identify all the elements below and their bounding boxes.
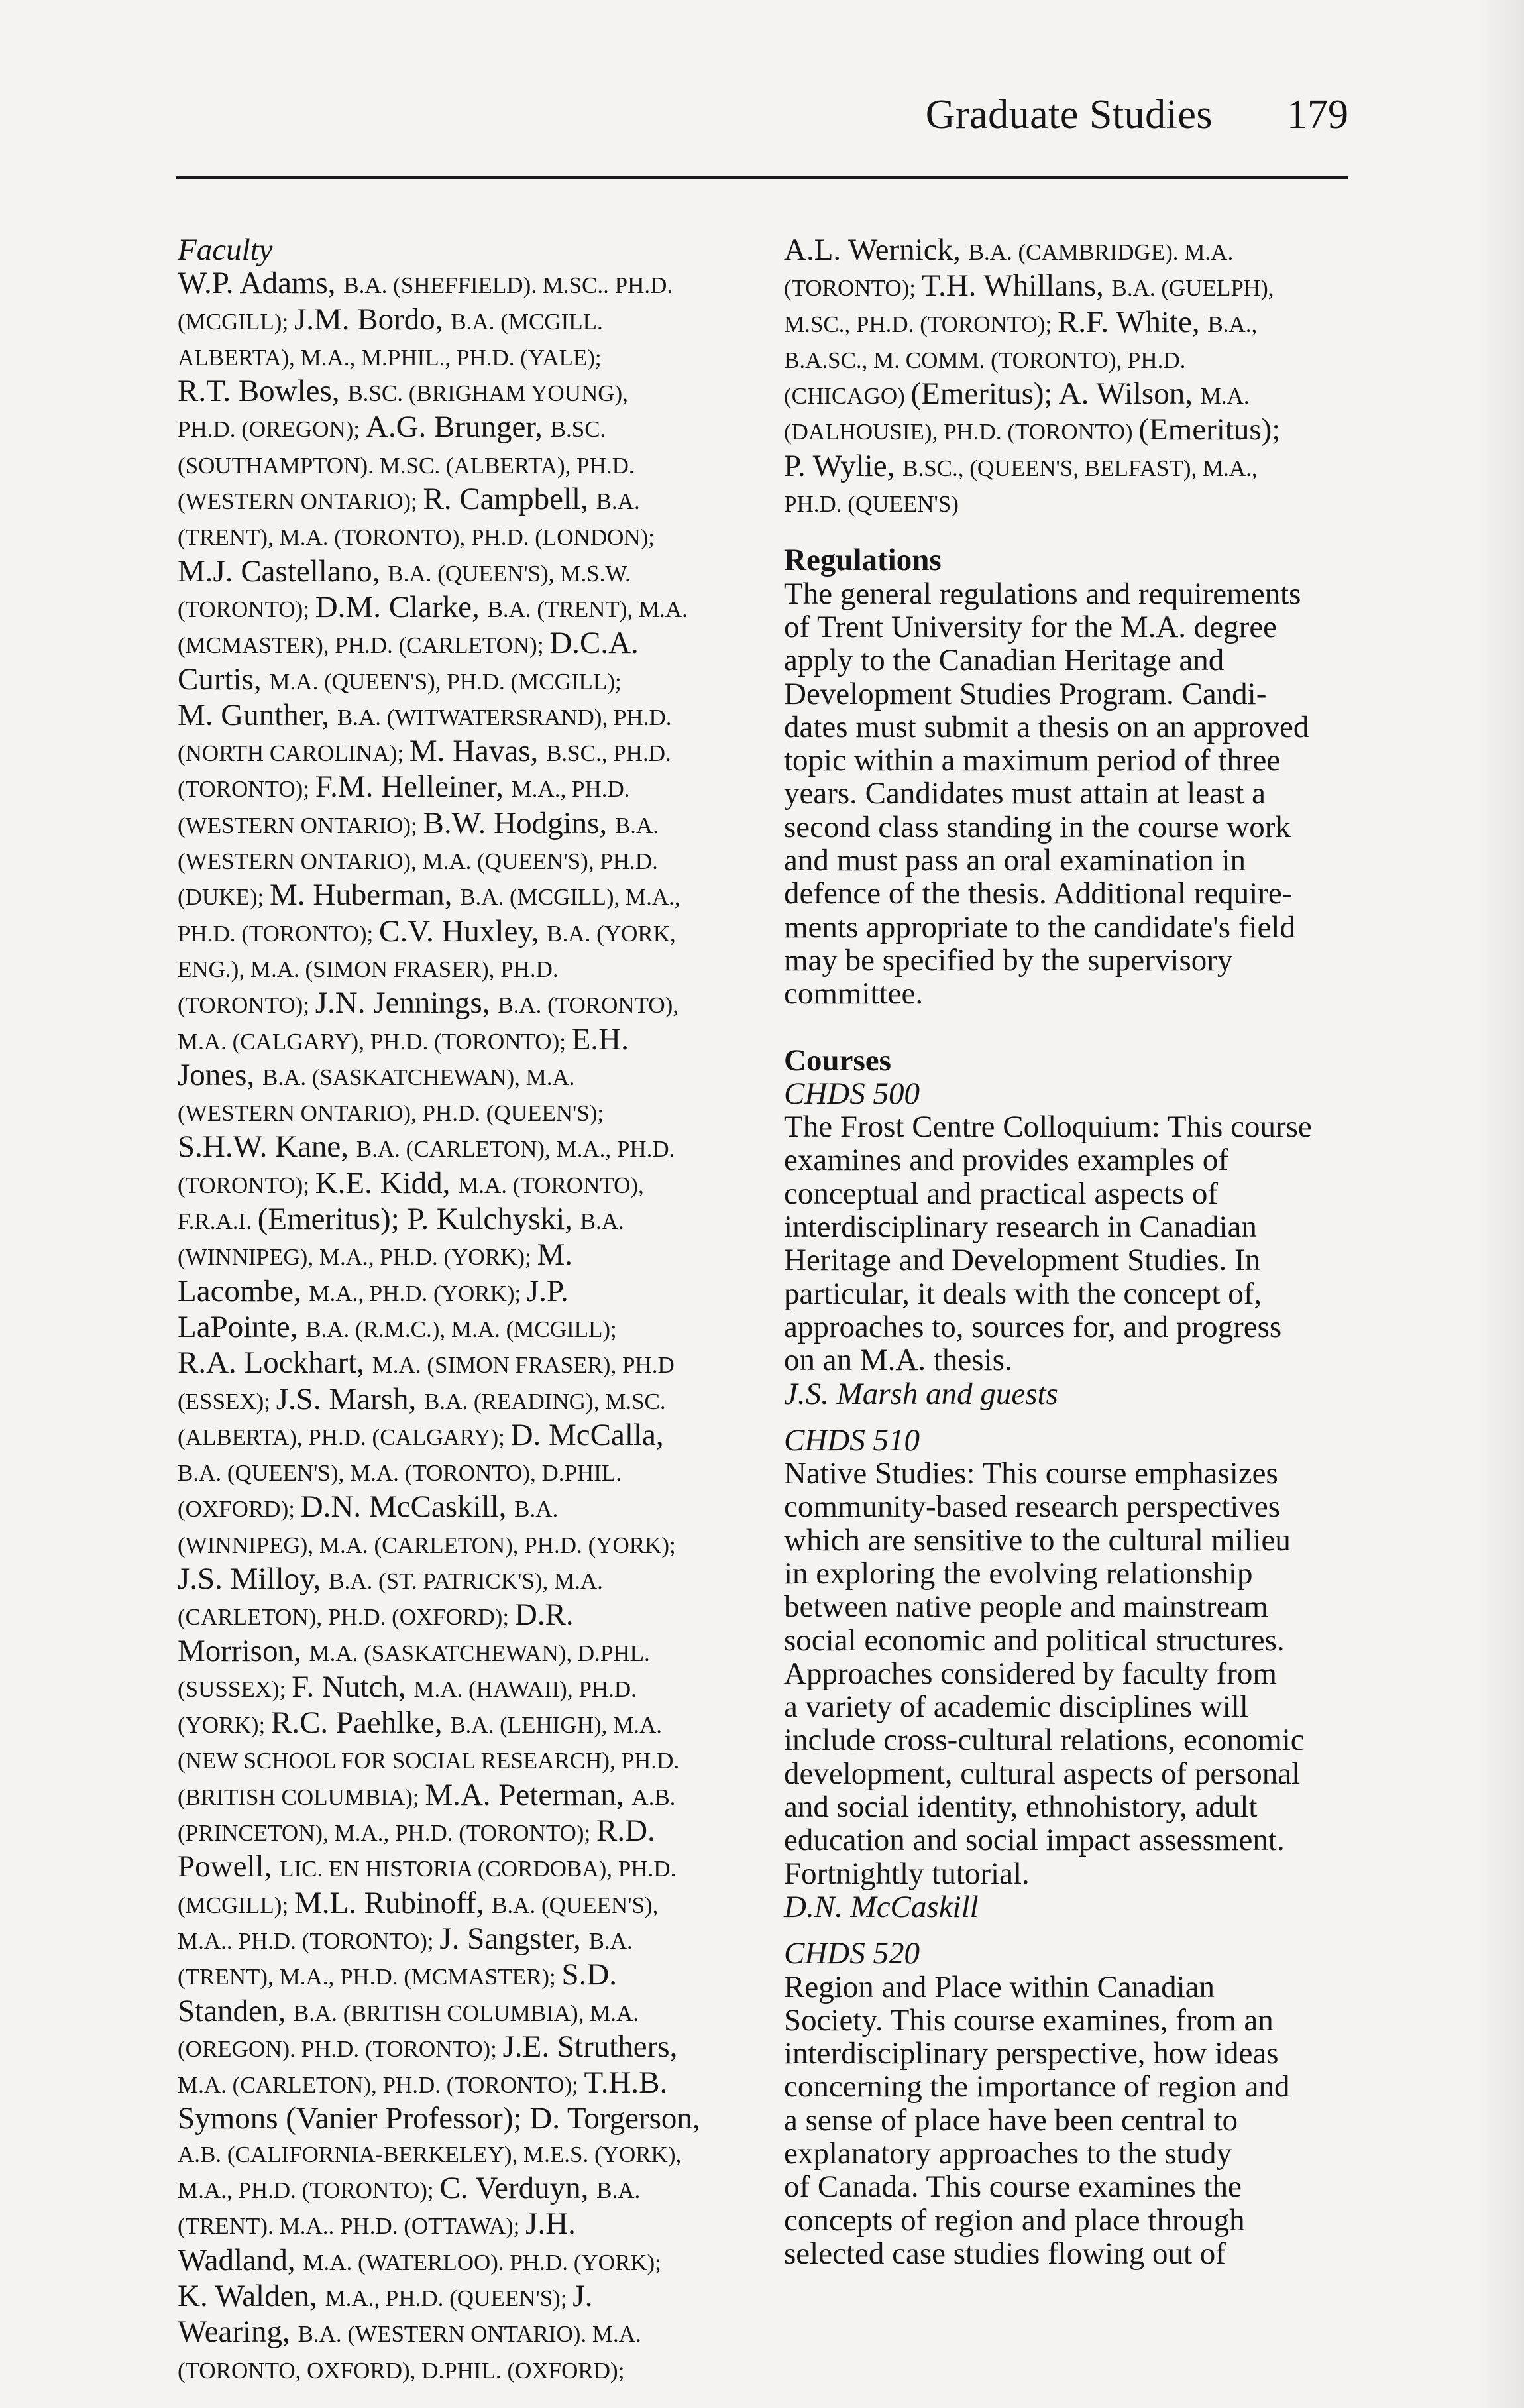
faculty-credentials: (DUKE); <box>178 884 270 911</box>
faculty-line <box>178 1850 747 1886</box>
course-description-line: of Canada. This course examines the <box>784 2169 1242 2205</box>
faculty-name: R.C. Paehlke, <box>270 1705 451 1741</box>
faculty-credentials: M.A., PH.D. (YORK); <box>309 1280 527 1306</box>
faculty-line <box>178 410 747 446</box>
regulations-line: dates must submit a thesis on an approved <box>784 709 1309 744</box>
faculty-credentials: (YORK); <box>178 1712 271 1739</box>
course-description-line: social economic and political structures. <box>784 1623 1285 1658</box>
faculty-credentials: (MCGILL); <box>178 1892 294 1918</box>
course-description-line: education and social impact assessment. <box>784 1823 1285 1858</box>
course-description-line: approaches to, sources for, and progress <box>784 1309 1282 1344</box>
faculty-line <box>784 449 1354 485</box>
faculty-line <box>178 1742 747 1778</box>
course-description-line: conceptual and practical aspects of <box>784 1176 1219 1211</box>
faculty-line <box>178 2352 747 2387</box>
faculty-line <box>178 915 747 950</box>
faculty-name: Lacombe, <box>178 1273 309 1308</box>
faculty-line <box>178 1023 747 1059</box>
faculty-credentials: B.A. (SHEFFIELD). M.SC.. PH.D. <box>343 272 673 299</box>
faculty-credentials: B.A. (CARLETON), M.A., PH.D. <box>356 1136 675 1163</box>
regulations-line: years. Candidates must attain at least a <box>784 776 1266 811</box>
faculty-credentials: B.A. (QUEEN'S), M.S.W. <box>388 560 631 587</box>
faculty-name: Standen, <box>178 1993 294 2028</box>
faculty-line <box>178 1634 747 1670</box>
faculty-credentials: (TORONTO); <box>178 776 315 803</box>
faculty-credentials: B.SC., (QUEEN'S, BELFAST), M.A., <box>902 455 1258 481</box>
faculty-credentials: M.A., PH.D. (TORONTO); <box>178 2177 440 2204</box>
faculty-name: S.D. <box>561 1957 618 1992</box>
faculty-line <box>178 2207 747 2243</box>
faculty-credentials: (WESTERN ONTARIO); <box>178 488 423 515</box>
faculty-line <box>784 485 1354 521</box>
faculty-credentials: (DALHOUSIE), PH.D. (TORONTO) <box>784 419 1139 445</box>
faculty-name: A.L. Wernick, <box>784 233 969 267</box>
faculty-line <box>178 1814 747 1850</box>
faculty-line <box>178 807 747 842</box>
faculty-name: Wadland, <box>178 2242 303 2277</box>
course-description-line: which are sensitive to the cultural milieu <box>784 1522 1291 1558</box>
regulations-line: apply to the Canadian Heritage and <box>784 643 1225 678</box>
faculty-name: M. Gunther, <box>178 697 337 732</box>
faculty-line <box>178 2136 747 2171</box>
faculty-line <box>178 1598 747 1634</box>
faculty-credentials: (MCGILL); <box>178 308 294 335</box>
faculty-credentials: (SOUTHAMPTON). M.SC. (ALBERTA), PH.D. <box>178 452 635 479</box>
regulations-line: of Trent University for the M.A. degree <box>784 609 1278 644</box>
course-description-line: interdisciplinary research in Canadian <box>784 1210 1257 1245</box>
faculty-name: D.M. Clarke, <box>315 589 488 624</box>
faculty-credentials: PH.D. (OREGON); <box>178 416 366 443</box>
faculty-credentials: B.A. <box>614 812 659 838</box>
regulations-line: The general regulations and requirements <box>784 576 1301 611</box>
faculty-line <box>178 1994 747 2030</box>
faculty-line <box>178 447 747 483</box>
faculty-line <box>178 1778 747 1814</box>
faculty-name: M.A. Peterman, <box>425 1777 632 1812</box>
faculty-name: M.J. Castellano, <box>178 553 388 589</box>
faculty-credentials: (OXFORD); <box>178 1496 301 1522</box>
faculty-credentials: B.A. <box>514 1496 559 1522</box>
faculty-credentials: B.A. (CAMBRIDGE). M.A. <box>968 239 1234 265</box>
faculty-line <box>178 1310 747 1346</box>
course-description-line: concepts of region and place through <box>784 2203 1245 2238</box>
faculty-line <box>178 591 747 626</box>
faculty-credentials: A.B. <box>631 1784 676 1810</box>
faculty-name: J. <box>572 2278 593 2313</box>
regulations-line: Development Studies Program. Candi- <box>784 676 1267 711</box>
faculty-name: J.S. Milloy, <box>178 1561 329 1596</box>
course-description-line: include cross-cultural relations, economic <box>784 1723 1305 1758</box>
faculty-credentials: B.A. (GUELPH), <box>1111 275 1274 302</box>
faculty-credentials: B.A. (R.M.C.), M.A. (MCGILL); <box>305 1316 617 1342</box>
faculty-line <box>178 1490 747 1526</box>
faculty-name: T.H.B. <box>584 2065 668 2100</box>
faculty-line <box>784 306 1354 341</box>
faculty-name: Morrison, <box>178 1633 309 1668</box>
faculty-name: D.C.A. <box>549 626 639 661</box>
faculty-name: Jones, <box>178 1057 262 1092</box>
faculty-line <box>178 1275 747 1310</box>
faculty-credentials: (WESTERN ONTARIO), M.A. (QUEEN'S), PH.D. <box>178 848 658 875</box>
course-description-line: interdisciplinary perspective, how ideas <box>784 2036 1279 2071</box>
faculty-name: W.P. Adams, <box>178 266 344 301</box>
faculty-name: Curtis, <box>178 661 270 697</box>
faculty-name: Wearing, <box>178 2315 298 2350</box>
regulations-text <box>784 577 1354 1011</box>
faculty-name: A.G. Brunger, <box>365 410 551 445</box>
faculty-line <box>178 1238 747 1274</box>
faculty-name: R.A. Lockhart, <box>178 1346 372 1381</box>
faculty-line <box>178 1454 747 1490</box>
faculty-credentials: B.A. (TORONTO), <box>498 992 679 1019</box>
faculty-credentials: (TRENT), M.A., PH.D. (MCMASTER); <box>178 1964 562 1990</box>
faculty-credentials: PH.D. (QUEEN'S) <box>784 491 959 518</box>
left-column <box>178 233 747 2387</box>
course-description-line: Approaches considered by faculty from <box>784 1656 1277 1691</box>
faculty-credentials: (SUSSEX); <box>178 1676 292 1702</box>
faculty-credentials: B.A. (MCGILL. <box>451 308 603 335</box>
faculty-name: C.V. Huxley, <box>379 913 547 948</box>
faculty-credentials: ENG.), M.A. (SIMON FRASER), PH.D. <box>178 956 559 982</box>
course-description-line: development, cultural aspects of personal <box>784 1756 1301 1791</box>
faculty-credentials: B.A. (MCGILL), M.A., <box>460 884 680 911</box>
faculty-line <box>784 269 1354 305</box>
faculty-line <box>178 2066 747 2102</box>
faculty-name: Powell, <box>178 1849 280 1884</box>
faculty-line <box>178 1418 747 1454</box>
faculty-credentials: B.A. <box>580 1208 624 1235</box>
faculty-line <box>178 555 747 591</box>
faculty-name: P. Wylie, <box>784 448 903 483</box>
course-description-line: Region and Place within Canadian <box>784 1969 1215 2004</box>
faculty-line <box>178 878 747 914</box>
course-description-line: in exploring the evolving relationship <box>784 1556 1253 1591</box>
faculty-name: Symons (Vanier Professor); D. Torgerson, <box>178 2101 700 2136</box>
faculty-name: K.E. Kidd, <box>315 1165 459 1200</box>
faculty-line <box>178 303 747 339</box>
faculty-line <box>178 1526 747 1562</box>
courses-list <box>784 1077 1354 2270</box>
faculty-credentials: (WESTERN ONTARIO); <box>178 812 423 838</box>
faculty-credentials: B.A.SC., M. COMM. (TORONTO), PH.D. <box>784 347 1186 373</box>
faculty-credentials: (TORONTO); <box>784 275 922 302</box>
faculty-line <box>178 1059 747 1094</box>
faculty-list <box>178 266 747 2387</box>
page-edge-shadow <box>1478 0 1524 2408</box>
faculty-credentials: M.A. (SASKATCHEWAN), D.PHL. <box>309 1640 650 1666</box>
course-description-line: The Frost Centre Colloquium: This course <box>784 1110 1312 1145</box>
faculty-line <box>178 699 747 734</box>
faculty-credentials: M.A. <box>1200 383 1250 410</box>
faculty-name: R. Campbell, <box>423 482 596 517</box>
course-description-line: community-based research perspectives <box>784 1489 1281 1524</box>
faculty-credentials: M.A.. PH.D. (TORONTO); <box>178 1927 440 1954</box>
faculty-credentials: B.A. (YORK, <box>547 920 676 946</box>
page-number: 179 <box>1287 92 1348 137</box>
course-description-line: concerning the importance of region and <box>784 2069 1290 2104</box>
faculty-credentials: (OREGON). PH.D. (TORONTO); <box>178 2035 503 2062</box>
faculty-line <box>784 413 1354 449</box>
faculty-line <box>178 1202 747 1238</box>
faculty-credentials: B.A. (WESTERN ONTARIO). M.A. <box>298 2321 641 2348</box>
regulations-line: committee. <box>784 976 924 1011</box>
faculty-credentials: M.A. (QUEEN'S), PH.D. (MCGILL); <box>269 668 622 695</box>
faculty-credentials: M.A. (SIMON FRASER), PH.D <box>372 1352 675 1379</box>
faculty-line <box>178 734 747 770</box>
faculty-credentials: B.A. <box>588 1927 633 1954</box>
faculty-line <box>178 2102 747 2135</box>
faculty-line <box>178 2279 747 2315</box>
course-instructor: D.N. McCaskill <box>784 1889 979 1924</box>
faculty-name: E.H. <box>571 1021 629 1057</box>
faculty-line <box>178 950 747 986</box>
faculty-line <box>178 1958 747 1994</box>
faculty-line <box>784 341 1354 377</box>
course-instructor: J.S. Marsh and guests <box>784 1376 1058 1411</box>
course-description-line: Fortnightly tutorial. <box>784 1856 1030 1891</box>
faculty-credentials: (MCMASTER), PH.D. (CARLETON); <box>178 632 550 659</box>
faculty-credentials: (TORONTO); <box>178 596 315 622</box>
regulations-line: and must pass an oral examination in <box>784 843 1246 878</box>
faculty-credentials: B.A. (QUEEN'S), M.A. (TORONTO), D.PHIL. <box>178 1460 622 1487</box>
faculty-credentials: B.A. (WITWATERSRAND), PH.D. <box>337 704 672 730</box>
right-column <box>784 233 1354 2270</box>
faculty-credentials: M.A., PH.D. (QUEEN'S); <box>325 2285 573 2311</box>
faculty-credentials: (TORONTO); <box>178 1172 315 1198</box>
faculty-name: K. Walden, <box>178 2278 325 2313</box>
course-description-line: a variety of academic disciplines will <box>784 1690 1248 1725</box>
faculty-line <box>178 626 747 662</box>
faculty-credentials: (TORONTO); <box>178 992 315 1019</box>
faculty-line <box>178 1706 747 1742</box>
faculty-credentials: B.SC. <box>550 416 606 443</box>
faculty-line <box>178 374 747 410</box>
faculty-credentials: B.A. (BRITISH COLUMBIA), M.A. <box>293 2000 639 2026</box>
faculty-credentials: (NEW SCHOOL FOR SOCIAL RESEARCH), PH.D. <box>178 1748 680 1774</box>
faculty-credentials: B.A. <box>596 488 640 515</box>
faculty-line <box>178 842 747 878</box>
regulations-line: topic within a maximum period of three <box>784 743 1281 778</box>
faculty-line <box>178 2315 747 2351</box>
faculty-credentials: (TORONTO, OXFORD), D.PHIL. (OXFORD); <box>178 2357 625 2383</box>
regulations-line: ments appropriate to the candidate's field <box>784 909 1295 945</box>
faculty-credentials: LIC. EN HISTORIA (CORDOBA), PH.D. <box>280 1856 677 1882</box>
faculty-name: M. <box>537 1237 572 1273</box>
course-description-line: Native Studies: This course emphasizes <box>784 1456 1278 1491</box>
faculty-line <box>178 770 747 806</box>
faculty-line <box>178 2244 747 2279</box>
regulations-heading: Regulations <box>784 543 942 578</box>
faculty-credentials: (WESTERN ONTARIO), PH.D. (QUEEN'S); <box>178 1100 604 1127</box>
faculty-name: (Emeritus); P. Kulchyski, <box>257 1202 580 1237</box>
faculty-credentials: B.A. (ST. PATRICK'S), M.A. <box>329 1568 603 1594</box>
course-description-line: and social identity, ethnohistory, adult <box>784 1790 1258 1825</box>
faculty-line <box>784 377 1354 413</box>
faculty-credentials: M.A. (WATERLOO). PH.D. (YORK); <box>303 2249 661 2275</box>
faculty-credentials: (PRINCETON), M.A., PH.D. (TORONTO); <box>178 1820 596 1847</box>
faculty-line <box>784 233 1354 269</box>
faculty-credentials: M.A., PH.D. <box>511 776 630 803</box>
faculty-name: F.M. Helleiner, <box>315 770 512 805</box>
faculty-name: M. Huberman, <box>270 878 461 913</box>
faculty-name: (Emeritus); A. Wilson, <box>910 376 1201 412</box>
faculty-credentials: (ALBERTA), PH.D. (CALGARY); <box>178 1424 511 1450</box>
faculty-credentials: B.A. <box>596 2177 641 2204</box>
faculty-heading: Faculty <box>178 233 273 267</box>
faculty-name: J.M. Bordo, <box>294 302 451 337</box>
faculty-name: J.E. Struthers, <box>502 2029 678 2064</box>
faculty-name: M.L. Rubinoff, <box>294 1885 492 1920</box>
faculty-name: B.W. Hodgins, <box>423 805 615 840</box>
regulations-line: second class standing in the course work <box>784 809 1291 844</box>
faculty-line <box>178 1562 747 1598</box>
faculty-name: D.N. McCaskill, <box>300 1489 515 1524</box>
faculty-credentials: B.A. (QUEEN'S), <box>492 1892 659 1918</box>
faculty-credentials: B.SC. (BRIGHAM YOUNG), <box>347 380 628 407</box>
faculty-credentials: B.SC., PH.D. <box>546 740 671 767</box>
faculty-name: R.F. White, <box>1057 304 1208 339</box>
faculty-credentials: B.A. (LEHIGH), M.A. <box>450 1712 663 1739</box>
faculty-line <box>178 2030 747 2066</box>
faculty-line <box>178 663 747 699</box>
faculty-line <box>178 1383 747 1418</box>
course-description-line: examines and provides examples of <box>784 1143 1228 1178</box>
course-description-line: on an M.A. thesis. <box>784 1343 1012 1378</box>
course-description-line: a sense of place have been central to <box>784 2102 1238 2138</box>
faculty-line <box>178 266 747 302</box>
faculty-credentials: (WINNIPEG), M.A., PH.D. (YORK); <box>178 1244 537 1271</box>
header-rule <box>176 176 1348 179</box>
faculty-credentials: (NORTH CAROLINA); <box>178 740 409 767</box>
faculty-credentials: M.SC., PH.D. (TORONTO); <box>784 311 1058 337</box>
course-description-line: selected case studies flowing out of <box>784 2236 1226 2271</box>
faculty-line <box>178 1094 747 1130</box>
faculty-name: J. Sangster, <box>439 1921 589 1956</box>
faculty-credentials: (CHICAGO) <box>784 383 911 410</box>
faculty-list-continued <box>784 233 1354 521</box>
faculty-line <box>178 1886 747 1922</box>
faculty-name: LaPointe, <box>178 1309 306 1344</box>
faculty-name: T.H. Whillans, <box>921 268 1112 304</box>
faculty-credentials: (ESSEX); <box>178 1388 276 1414</box>
course-description-line: Society. This course examines, from an <box>784 2002 1274 2037</box>
faculty-credentials: M.A. (CALGARY), PH.D. (TORONTO); <box>178 1028 572 1055</box>
faculty-line <box>178 1167 747 1202</box>
course-description-line: between native people and mainstream <box>784 1589 1268 1625</box>
faculty-name: J.H. <box>525 2207 576 2242</box>
course-description-line: particular, it deals with the concept of, <box>784 1276 1262 1311</box>
faculty-credentials: PH.D. (TORONTO); <box>178 920 379 946</box>
faculty-line <box>178 1130 747 1166</box>
faculty-credentials: A.B. (CALIFORNIA-BERKELEY), M.E.S. (YORK), <box>178 2141 682 2167</box>
faculty-credentials: (WINNIPEG), M.A. (CARLETON), PH.D. (YORK); <box>178 1532 676 1558</box>
faculty-credentials: B.A. (SASKATCHEWAN), M.A. <box>262 1064 575 1090</box>
faculty-credentials: M.A. (HAWAII), PH.D. <box>413 1676 637 1702</box>
running-header <box>176 85 1348 151</box>
faculty-name: R.T. Bowles, <box>178 374 348 409</box>
faculty-name: J.P. <box>526 1273 569 1308</box>
faculty-credentials: ALBERTA), M.A., M.PHIL., PH.D. (YALE); <box>178 344 602 371</box>
faculty-name: M. Havas, <box>409 734 547 769</box>
course-code: CHDS 500 <box>784 1076 920 1111</box>
faculty-line <box>178 986 747 1022</box>
faculty-line <box>178 1922 747 1958</box>
faculty-line <box>178 1670 747 1706</box>
regulations-line: defence of the thesis. Additional require- <box>784 876 1293 911</box>
course-code: CHDS 510 <box>784 1422 920 1458</box>
faculty-name: J.S. Marsh, <box>276 1381 425 1416</box>
faculty-line <box>178 2171 747 2207</box>
faculty-credentials: F.R.A.I. <box>178 1208 258 1235</box>
faculty-name: C. Verduyn, <box>439 2171 597 2206</box>
faculty-line <box>178 518 747 554</box>
faculty-credentials: (BRITISH COLUMBIA); <box>178 1784 425 1810</box>
courses-heading: Courses <box>784 1043 891 1078</box>
faculty-name: (Emeritus); <box>1138 412 1281 447</box>
faculty-credentials: B.A. (READING), M.SC. <box>424 1388 666 1414</box>
faculty-credentials: B.A. (TRENT), M.A. <box>487 596 688 622</box>
regulations-line: may be specified by the supervisory <box>784 943 1233 978</box>
faculty-name: S.H.W. Kane, <box>178 1129 356 1165</box>
faculty-credentials: M.A. (TORONTO), <box>458 1172 644 1198</box>
course-description-line: explanatory approaches to the study <box>784 2136 1232 2171</box>
faculty-name: R.D. <box>596 1813 655 1849</box>
faculty-line <box>178 339 747 374</box>
faculty-credentials: B.A., <box>1207 311 1258 337</box>
faculty-line <box>178 1346 747 1382</box>
faculty-name: D.R. <box>514 1597 574 1633</box>
course-code: CHDS 520 <box>784 1936 920 1971</box>
faculty-credentials: (CARLETON), PH.D. (OXFORD); <box>178 1604 515 1631</box>
faculty-name: D. McCalla, <box>510 1417 664 1452</box>
faculty-line <box>178 483 747 518</box>
faculty-name: F. Nutch, <box>292 1669 414 1704</box>
faculty-name: J.N. Jennings, <box>315 986 498 1021</box>
section-title: Graduate Studies <box>925 92 1213 137</box>
course-description-line: Heritage and Development Studies. In <box>784 1243 1261 1278</box>
faculty-credentials: (TRENT), M.A. (TORONTO), PH.D. (LONDON); <box>178 524 655 551</box>
faculty-credentials: M.A. (CARLETON), PH.D. (TORONTO); <box>178 2072 584 2098</box>
faculty-credentials: (TRENT). M.A.. PH.D. (OTTAWA); <box>178 2213 526 2240</box>
